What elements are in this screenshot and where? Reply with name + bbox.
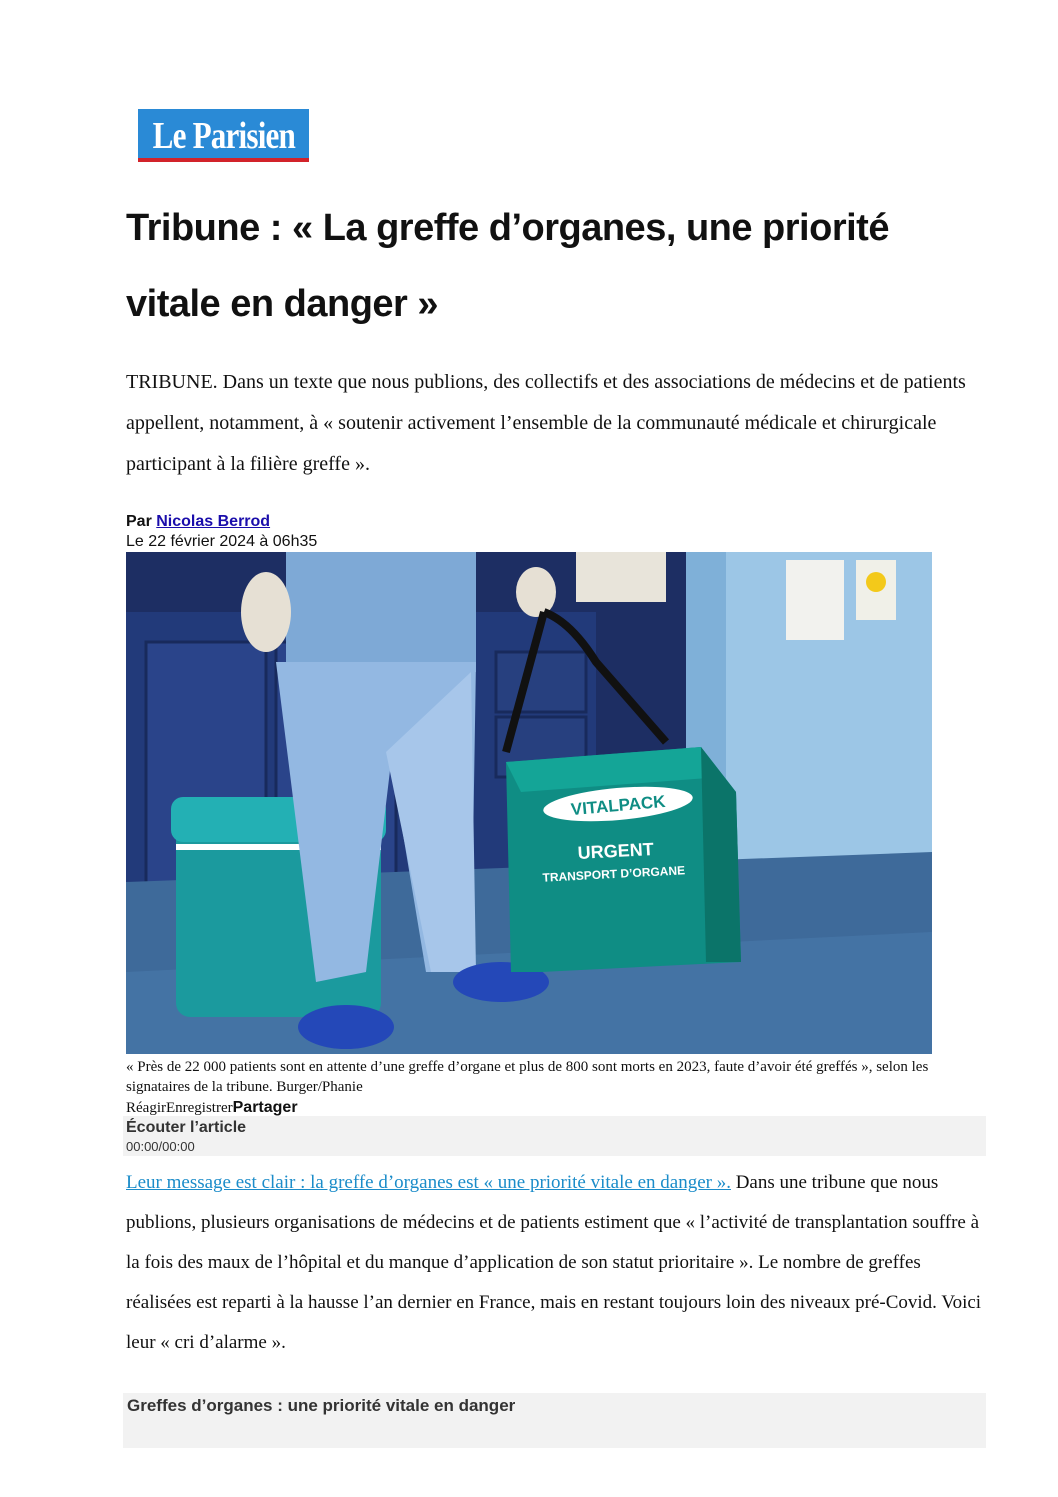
related-box	[123, 1393, 986, 1448]
body-text: Dans une tribune que nous publions, plusieurs organisations de médecins et de patients estiment que « l’activité de transplantation souffre à la fois des maux de l’hôpital et du manque d’application de son statut prioritaire ». Le nombre de greffes réalisées est reparti à la hausse l’an dernier en France, mais en restant toujours loin des niveaux pré-Covid. Voici leur « cri d’alarme ».	[126, 1172, 982, 1353]
body-link[interactable]: Leur message est clair : la greffe d’organes est « une priorité vitale en danger ».	[126, 1172, 731, 1193]
article-body	[126, 1163, 986, 1363]
logo-underline	[138, 158, 309, 162]
le-parisien-logo[interactable]	[138, 109, 309, 162]
bag-transport-text: TRANSPORT D’ORGANE	[542, 863, 686, 885]
article-photo	[126, 552, 932, 1054]
byline-prefix: Par	[126, 513, 152, 530]
related-box-title: Greffes d’organes : une priorité vitale en danger	[127, 1396, 516, 1415]
audio-player[interactable]	[123, 1116, 986, 1156]
photo-caption: « Près de 22 000 patients sont en attente d’une greffe d’organe et plus de 800 sont morts en 2023, faute d’avoir été greffés », selon les signataires de la tribune. Burger/Phanie	[126, 1059, 929, 1095]
save-button[interactable]: Enregistrer	[165, 1100, 233, 1116]
react-button[interactable]: Réagir	[126, 1100, 166, 1116]
article-title: Tribune : « La greffe d’organes, une priorité vitale en danger »	[126, 207, 889, 325]
byline	[126, 512, 270, 531]
author-link[interactable]: Nicolas Berrod	[156, 513, 271, 530]
article-actions	[126, 1098, 298, 1118]
share-button[interactable]: Partager	[232, 1099, 298, 1116]
audio-label: Écouter l’article	[126, 1119, 247, 1136]
article-lede: TRIBUNE. Dans un texte que nous publions, des collectifs et des associations de médecins et de patients appellent, notamment, à « soutenir activement l’ensemble de la communauté médicale et chirurgicale participant à la filière greffe ».	[126, 371, 966, 475]
bag-urgent-text: URGENT	[577, 839, 655, 863]
publish-date: Le 22 février 2024 à 06h35	[126, 533, 318, 550]
audio-time: 00:00/00:00	[126, 1139, 195, 1154]
bag-brand-text: VITALPACK	[570, 791, 667, 820]
logo-text: Le Parisien	[152, 114, 295, 157]
